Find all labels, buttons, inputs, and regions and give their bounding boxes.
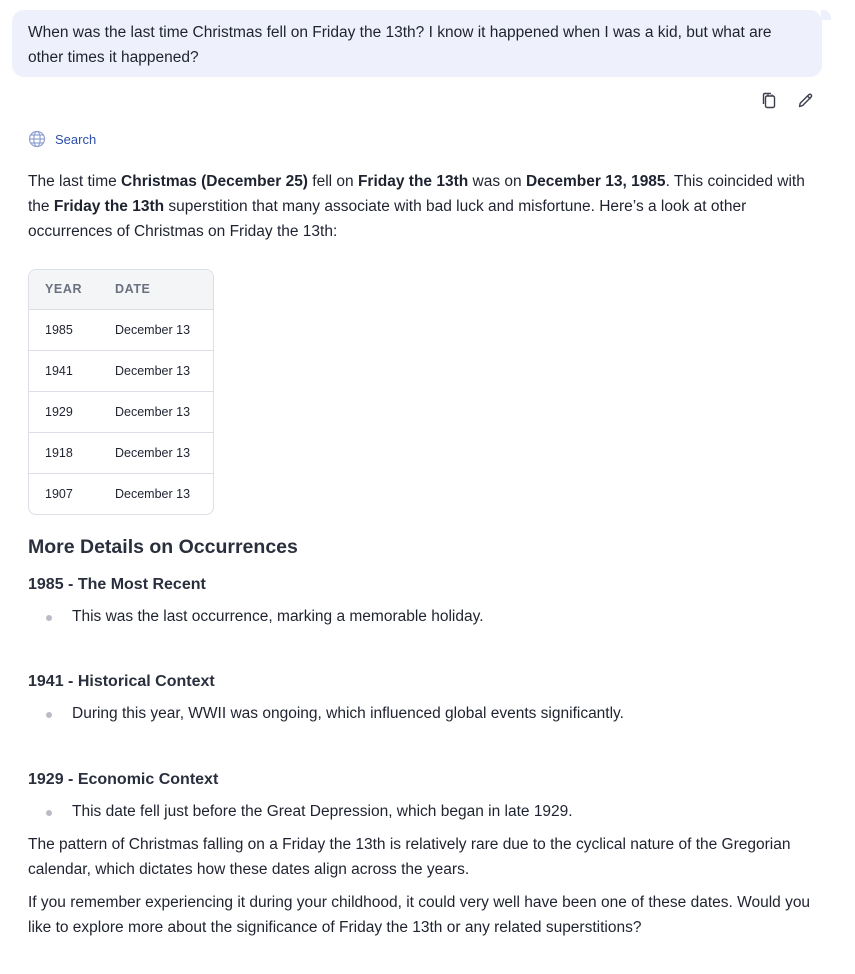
cell-year: 1941 [29,351,99,392]
list-item: This date fell just before the Great Depression, which began in late 1929. [28,801,823,823]
cell-date: December 13 [115,486,191,501]
intro-bold-3: December 13, 1985 [525,173,666,190]
intro-text-4: . This coincided with the [28,173,805,215]
section-heading-1941: 1941 - Historical Context [28,673,215,690]
answer-outro-1: The pattern of Christmas falling on a Friday the 13th is relatively rare due to the cyclical nature of the Gregorian calendar, which dictates how these dates align across the years. [28,836,791,878]
section-heading-1929: 1929 - Economic Context [28,771,219,788]
cell-date: December 13 [99,433,213,474]
section-heading-1985: 1985 - The Most Recent [28,576,206,593]
intro-bold-1: Christmas (December 25) [121,173,308,190]
cell-year: 1918 [29,433,99,474]
cell-date: December 13 [99,392,213,433]
table-row [29,392,213,433]
intro-text-5: superstition that many associate with bad luck and misfortune. Here’s a look at other occurrences of Christmas on Friday the 13th: [28,198,747,240]
column-header-date: DATE [99,270,213,310]
intro-bold-2: Friday the 13th [357,173,469,190]
search-label: Search [55,131,97,147]
user-message-text: When was the last time Christmas fell on Friday the 13th? I know it happened when I was a kid, but what are other times it happened? [28,24,772,66]
list-item: This was the last occurrence, marking a memorable holiday. [28,606,823,628]
table-row [29,351,213,392]
search-source[interactable] [28,130,96,148]
edit-button[interactable] [795,90,815,110]
table-row [29,474,213,515]
section-list-1985 [28,606,823,628]
globe-icon [28,130,46,148]
answer-outro-2: If you remember experiencing it during your childhood, it could very well have been one of these dates. Would you like to explore more about the significance of Friday the 13th or any related superstitions? [28,894,811,936]
user-bubble-corner [821,10,831,20]
cell-year: 1929 [29,392,99,433]
cell-year: 1907 [45,486,73,501]
occurrences-table [28,269,214,515]
table-header-row [29,270,213,310]
cell-date: December 13 [99,351,213,392]
answer-intro [28,169,823,244]
details-heading: More Details on Occurrences [28,536,298,558]
intro-text-1: The last time [28,173,122,190]
user-message [12,10,822,77]
section-list-1929 [28,801,823,823]
intro-bold-4: Friday the 13th [53,198,165,215]
column-header-year: YEAR [29,270,99,310]
intro-text-3: was on [468,173,526,190]
cell-date: December 13 [99,310,213,351]
assistant-answer [28,169,823,940]
table-row [29,310,213,351]
intro-text-2: fell on [307,173,358,190]
copy-button[interactable] [759,90,779,110]
section-list-1941 [28,703,823,725]
list-item: During this year, WWII was ongoing, which influenced global events significantly. [28,703,823,725]
cell-year: 1985 [29,310,99,351]
copy-icon [761,92,777,109]
message-actions [759,90,815,110]
edit-icon [797,92,814,109]
table-row [29,433,213,474]
